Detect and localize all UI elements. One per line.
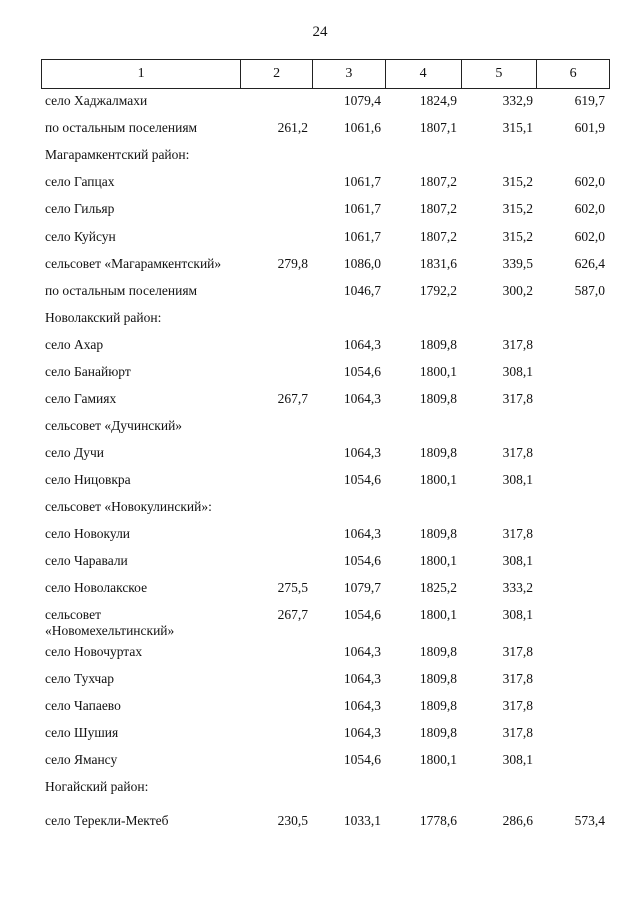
table-row [41,283,610,299]
table-row [41,698,610,714]
row-value-col-2 [241,418,313,434]
row-value-col-3 [313,779,386,795]
table-row [41,391,610,407]
table-row [41,256,610,272]
row-value-col-4: 1792,2 [419,283,457,298]
row-value-col-4: 1809,8 [419,698,457,713]
row-value-col-5: 317,8 [502,644,533,659]
table-row [41,752,610,768]
row-value-col-4: 1807,2 [419,174,457,189]
row-value-col-2 [241,698,313,714]
table-row [41,472,610,488]
row-value-col-6 [538,391,610,407]
table-row [41,229,610,245]
header-col-3: 3 [313,60,386,88]
row-name: сельсовет «Дучинский» [45,418,183,433]
row-value-col-6 [538,364,610,380]
table-row [41,310,610,326]
row-value-col-2 [241,310,313,326]
row-name: село Куйсун [45,229,116,244]
row-value-col-4 [386,499,462,515]
row-value-col-3 [313,499,386,515]
row-value-col-4: 1831,6 [419,256,457,271]
row-name: село Чапаево [45,698,121,713]
row-name: село Ахар [45,337,104,352]
row-value-col-6 [538,644,610,660]
row-value-col-5: 332,9 [502,93,533,108]
row-value-col-6 [538,526,610,542]
row-value-col-5: 315,1 [502,120,533,135]
table-row [41,526,610,542]
row-value-col-3: 1054,6 [343,472,381,487]
row-value-col-2: 275,5 [277,580,308,595]
row-value-col-3: 1061,7 [343,174,381,189]
row-name: Магарамкентский район: [45,147,190,162]
row-value-col-2 [241,174,313,190]
row-value-col-5: 308,1 [502,607,533,622]
row-value-col-4: 1807,2 [419,201,457,216]
table-row [41,93,610,109]
row-name: село Ницовкра [45,472,131,487]
row-value-col-5 [462,147,538,163]
row-value-col-2: 267,7 [277,607,308,622]
table-row [41,201,610,217]
row-value-col-2 [241,644,313,660]
row-value-col-4: 1807,1 [419,120,457,135]
header-col-1: 1 [42,60,241,88]
row-name: село Ямансу [45,752,118,767]
row-value-col-5: 317,8 [502,526,533,541]
row-value-col-4: 1809,8 [419,671,457,686]
row-value-col-5 [462,499,538,515]
row-value-col-6 [538,445,610,461]
row-value-col-2 [241,229,313,245]
row-name: село Дучи [45,445,104,460]
row-value-col-6 [538,607,610,639]
row-value-col-6 [538,472,610,488]
row-value-col-5: 333,2 [502,580,533,595]
row-value-col-2 [241,671,313,687]
row-name: Новолакский район: [45,310,162,325]
table-header [41,59,610,89]
row-value-col-5: 315,2 [502,174,533,189]
table-row [41,607,610,639]
row-value-col-5: 317,8 [502,671,533,686]
row-value-col-3: 1054,6 [343,553,381,568]
row-value-col-6 [538,418,610,434]
row-value-col-3: 1064,3 [343,526,381,541]
row-value-col-3: 1086,0 [343,256,381,271]
row-value-col-5: 308,1 [502,472,533,487]
row-value-col-3 [313,418,386,434]
row-value-col-4: 1809,8 [419,337,457,352]
row-value-col-5 [462,310,538,326]
row-value-col-2 [241,445,313,461]
row-value-col-2 [241,779,313,795]
row-value-col-3: 1064,3 [343,725,381,740]
row-value-col-6 [538,698,610,714]
row-value-col-4: 1800,1 [419,607,457,622]
row-value-col-6: 601,9 [574,120,605,135]
row-value-col-6 [538,553,610,569]
row-value-col-5 [462,418,538,434]
row-value-col-5: 308,1 [502,364,533,379]
row-value-col-3: 1054,6 [343,607,381,622]
row-value-col-2 [241,725,313,741]
row-value-col-4: 1824,9 [419,93,457,108]
row-value-col-3: 1064,3 [343,698,381,713]
row-name: село Новолакское [45,580,148,595]
table-row [41,174,610,190]
row-value-col-3: 1061,6 [343,120,381,135]
row-value-col-6 [538,310,610,326]
row-value-col-3: 1064,3 [343,445,381,460]
table-row [41,725,610,741]
row-value-col-4: 1809,8 [419,725,457,740]
row-value-col-3: 1064,3 [343,671,381,686]
row-value-col-6 [538,580,610,596]
row-value-col-3: 1054,6 [343,364,381,379]
row-value-col-6: 619,7 [574,93,605,108]
row-value-col-3: 1061,7 [343,229,381,244]
row-value-col-5: 308,1 [502,553,533,568]
row-name: по остальным поселениям [45,283,198,298]
row-value-col-3: 1079,7 [343,580,381,595]
row-value-col-4: 1809,8 [419,526,457,541]
row-value-col-6 [538,147,610,163]
row-value-col-4 [386,418,462,434]
row-value-col-5: 317,8 [502,725,533,740]
row-value-col-3: 1054,6 [343,752,381,767]
row-value-col-2 [241,93,313,109]
row-name: Ногайский район: [45,779,149,794]
row-name: село Терекли-Мектеб [45,813,169,828]
row-value-col-4: 1800,1 [419,364,457,379]
row-value-col-5 [462,779,538,795]
table-row [41,671,610,687]
row-value-col-3: 1033,1 [343,813,381,828]
row-value-col-5: 286,6 [502,813,533,828]
row-value-col-4: 1825,2 [419,580,457,595]
header-col-5: 5 [462,60,538,88]
table-row [41,553,610,569]
row-value-col-2 [241,283,313,299]
table-row [41,580,610,596]
row-value-col-3: 1064,3 [343,391,381,406]
row-name: село Шушия [45,725,119,740]
table-row [41,813,610,829]
row-value-col-6: 602,0 [574,229,605,244]
row-value-col-5: 317,8 [502,698,533,713]
row-value-col-3: 1064,3 [343,337,381,352]
row-value-col-2 [241,364,313,380]
row-value-col-3: 1079,4 [343,93,381,108]
row-value-col-2: 261,2 [277,120,308,135]
row-value-col-2: 267,7 [277,391,308,406]
row-value-col-2 [241,201,313,217]
row-name: село Новочуртах [45,644,143,659]
row-value-col-6 [538,671,610,687]
row-value-col-4: 1807,2 [419,229,457,244]
row-value-col-4: 1800,1 [419,553,457,568]
row-value-col-6 [538,725,610,741]
row-value-col-6: 626,4 [574,256,605,271]
table-row [41,445,610,461]
row-name: село Хаджалмахи [45,93,148,108]
row-value-col-6: 587,0 [574,283,605,298]
row-value-col-6: 602,0 [574,201,605,216]
row-value-col-6 [538,779,610,795]
row-value-col-4: 1800,1 [419,472,457,487]
row-value-col-4: 1809,8 [419,391,457,406]
row-value-col-3 [313,147,386,163]
row-name: село Чаравали [45,553,128,568]
row-name: село Банайюрт [45,364,131,379]
row-name: село Гамиях [45,391,117,406]
table-row [41,147,610,163]
row-value-col-6 [538,337,610,353]
row-value-col-5: 300,2 [502,283,533,298]
row-value-col-6 [538,499,610,515]
row-value-col-2 [241,752,313,768]
row-value-col-2 [241,337,313,353]
row-value-col-5: 317,8 [502,445,533,460]
row-value-col-5: 315,2 [502,201,533,216]
row-value-col-2: 230,5 [277,813,308,828]
row-name: село Гапцах [45,174,115,189]
row-value-col-6: 573,4 [574,813,605,828]
table-row [41,779,610,795]
row-value-col-2 [241,472,313,488]
row-value-col-6: 602,0 [574,174,605,189]
table-row [41,499,610,515]
row-name: по остальным поселениям [45,120,198,135]
row-value-col-2 [241,499,313,515]
row-name: село Гильяр [45,201,115,216]
row-value-col-4: 1809,8 [419,644,457,659]
page-number: 24 [312,24,328,40]
row-value-col-4 [386,147,462,163]
row-value-col-5: 308,1 [502,752,533,767]
row-value-col-4 [386,310,462,326]
row-value-col-6 [538,752,610,768]
row-value-col-4 [386,779,462,795]
row-name: село Тухчар [45,671,114,686]
table-row [41,337,610,353]
header-col-6: 6 [569,66,577,81]
row-value-col-5: 339,5 [502,256,533,271]
row-value-col-3 [313,310,386,326]
row-value-col-2: 279,8 [277,256,308,271]
table-row [41,644,610,660]
table-row [41,120,610,136]
row-value-col-5: 315,2 [502,229,533,244]
row-value-col-4: 1800,1 [419,752,457,767]
row-value-col-3: 1061,7 [343,201,381,216]
row-value-col-5: 317,8 [502,391,533,406]
row-name: сельсовет «Магарамкентский» [45,256,222,271]
row-value-col-2 [241,526,313,542]
row-value-col-2 [241,553,313,569]
table-row [41,418,610,434]
row-name: сельсовет «Новомехельтинский» [45,607,175,638]
row-value-col-2 [241,147,313,163]
row-value-col-4: 1809,8 [419,445,457,460]
row-value-col-5: 317,8 [502,337,533,352]
row-value-col-3: 1046,7 [343,283,381,298]
header-col-4: 4 [386,60,462,88]
row-value-col-3: 1064,3 [343,644,381,659]
row-name: сельсовет «Новокулинский»: [45,499,212,514]
row-name: село Новокули [45,526,131,541]
table-row [41,364,610,380]
row-value-col-4: 1778,6 [419,813,457,828]
header-col-2: 2 [241,60,313,88]
